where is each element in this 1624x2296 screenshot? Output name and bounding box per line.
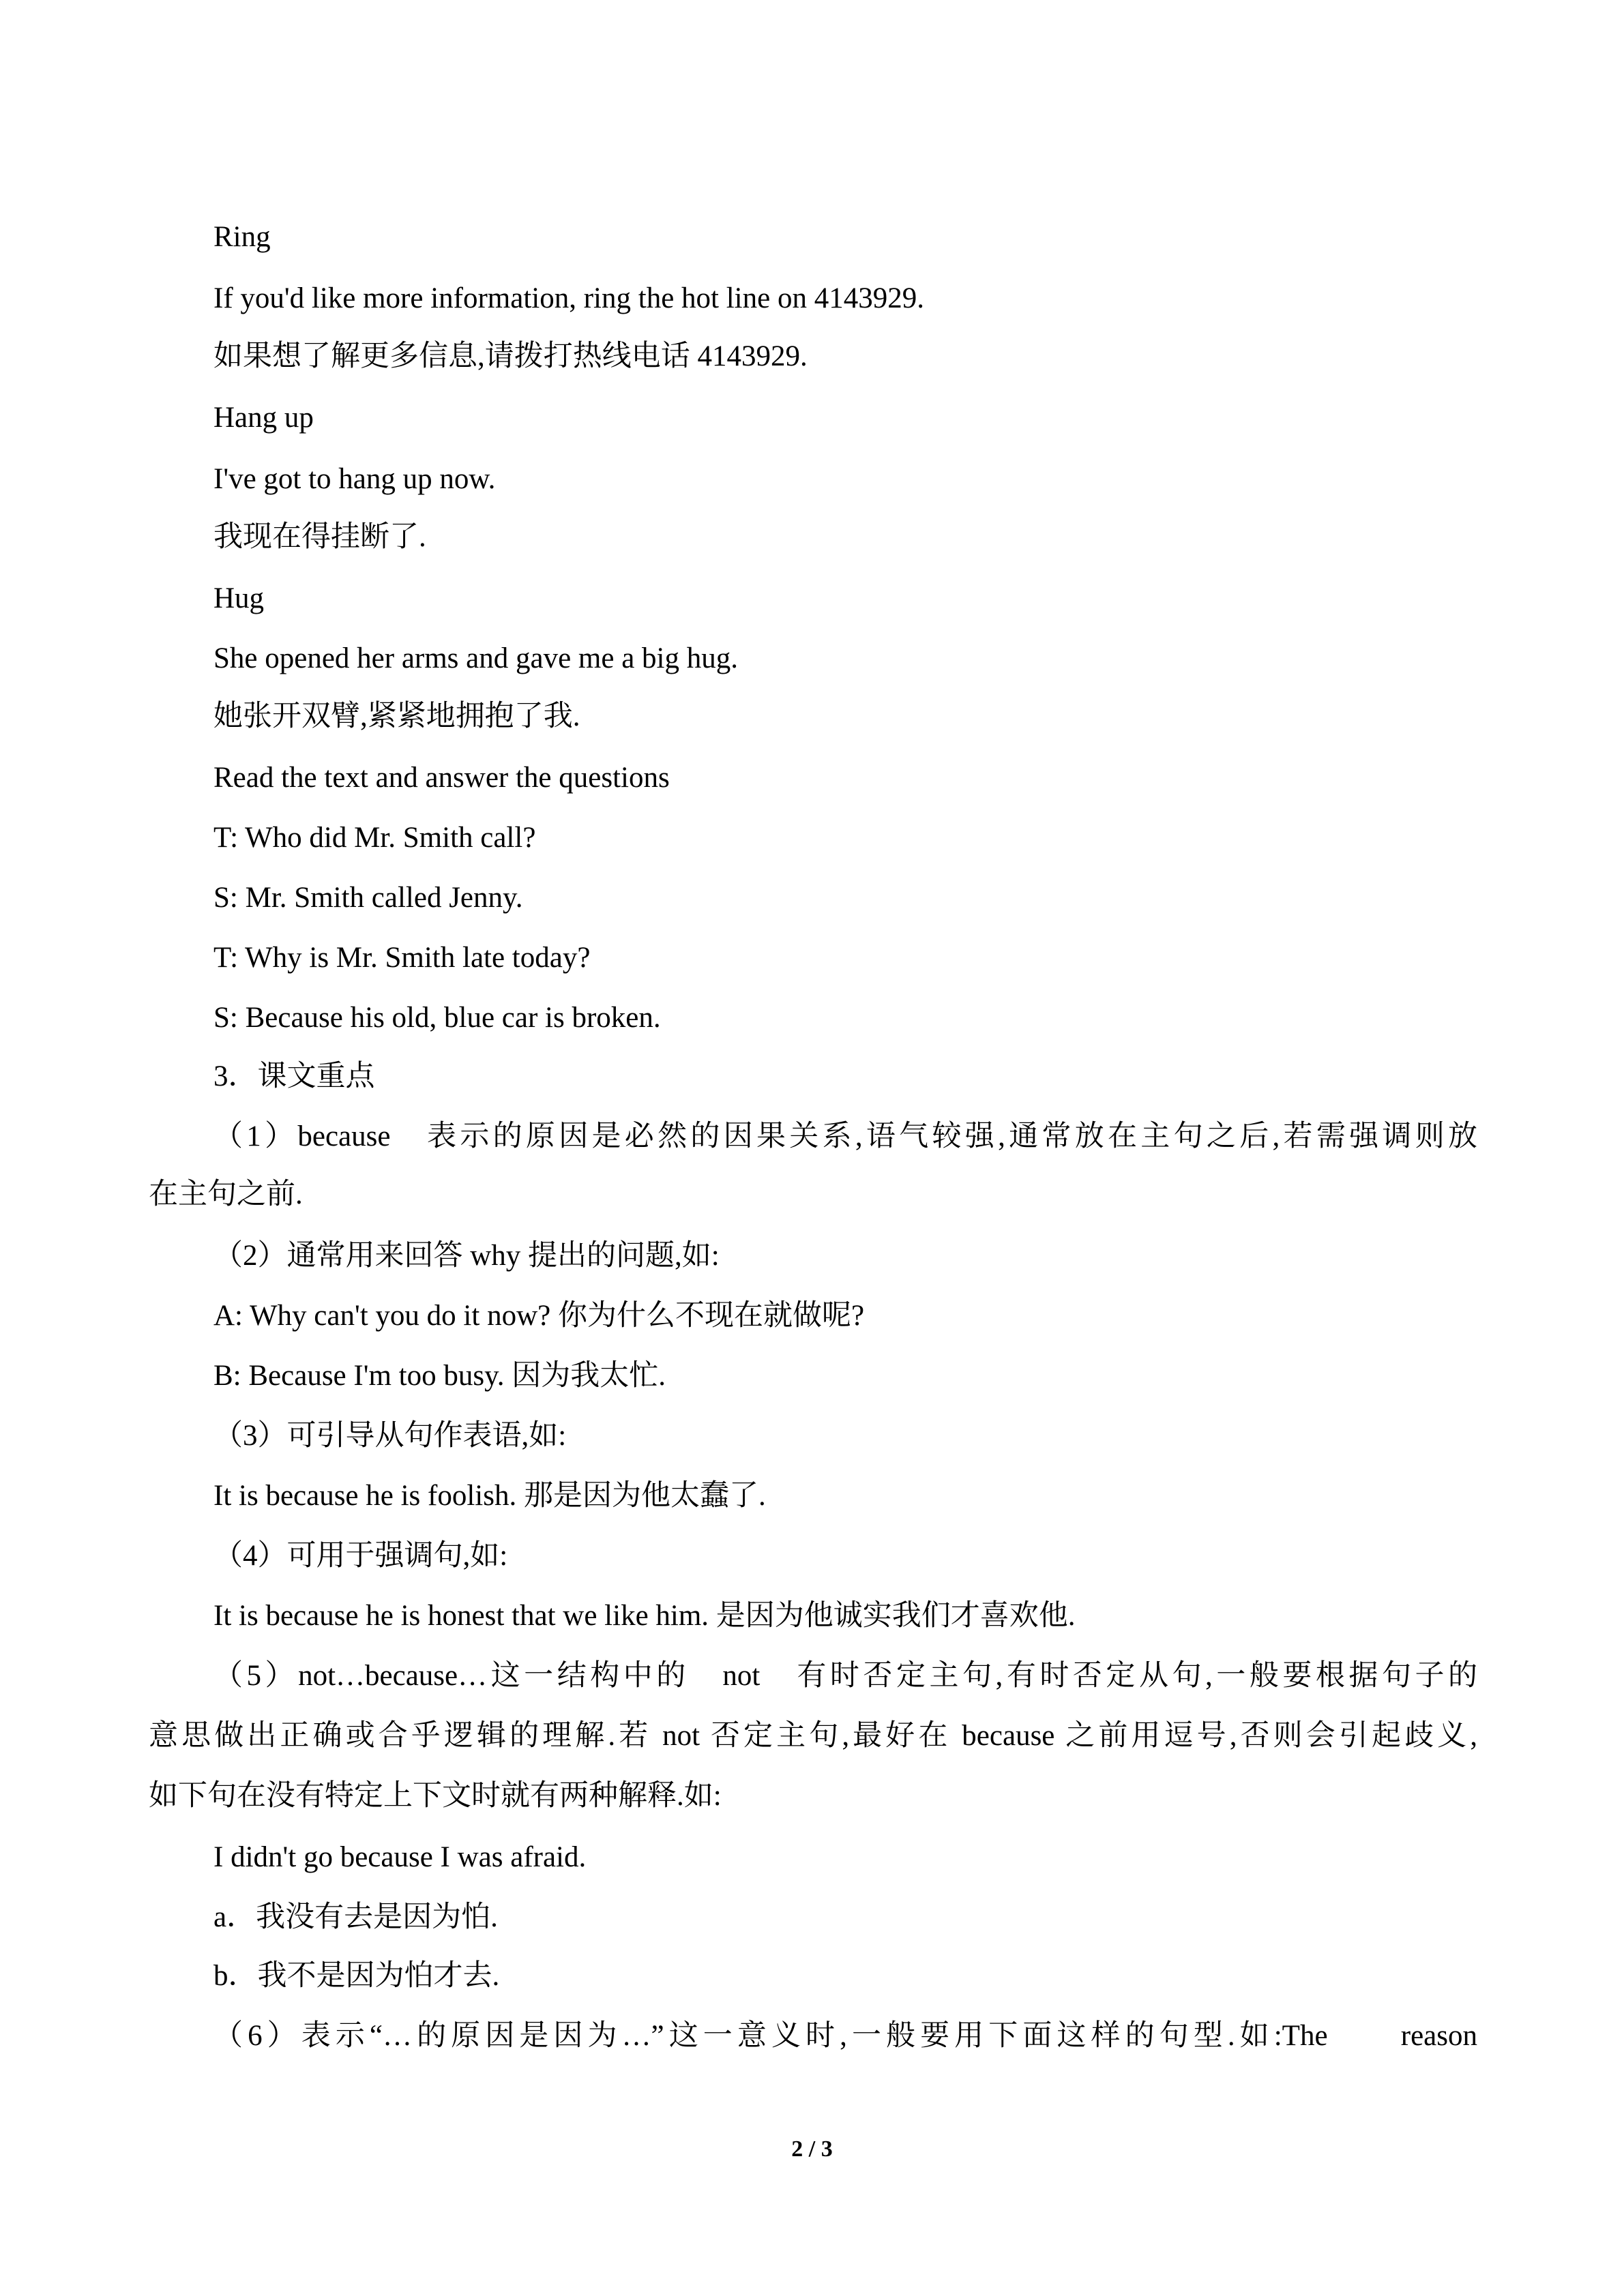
example-sentence-zh: 如果想了解更多信息,请拨打热线电话 4143929. <box>213 340 808 372</box>
example-sentence-en: I've got to hang up now. <box>213 463 496 495</box>
paragraph-line: 如下句在没有特定上下文时就有两种解释.如: <box>149 1780 722 1812</box>
dialogue-line: T: Why is Mr. Smith late today? <box>213 942 591 974</box>
section-heading: 3．课文重点 <box>213 1060 375 1092</box>
example-sentence-zh: 我现在得挂断了. <box>213 521 426 553</box>
section-heading: Read the text and answer the questions <box>213 762 670 794</box>
paragraph-line: （1）because 表示的原因是必然的因果关系,语气较强,通常放在主句之后,若需强调则放 <box>213 1120 1477 1152</box>
example-sentence-en: If you'd like more information, ring the hot line on 4143929. <box>213 282 924 314</box>
paragraph-line: 在主句之前. <box>149 1178 303 1210</box>
page-number: 2 / 3 <box>791 2136 833 2162</box>
vocab-word-hug: Hug <box>213 582 265 614</box>
list-item: a．我没有去是因为怕. <box>213 1901 498 1933</box>
paragraph-line: （5）not…because…这一结构中的 not 有时否定主句,有时否定从句,一般要根据句子的 <box>213 1660 1477 1692</box>
example-sentence-en: She opened her arms and gave me a big hug. <box>213 642 738 674</box>
paragraph-line: （4）可用于强调句,如: <box>213 1540 508 1572</box>
example-sentence-zh: 她张开双臂,紧紧地拥抱了我. <box>213 700 580 732</box>
vocab-word-ring: Ring <box>213 221 271 253</box>
dialogue-line: T: Who did Mr. Smith call? <box>213 822 536 854</box>
example-sentence: B: Because I'm too busy. 因为我太忙. <box>213 1360 666 1392</box>
example-sentence: I didn't go because I was afraid. <box>213 1841 587 1873</box>
paragraph-line: 意思做出正确或合乎逻辑的理解.若 not 否定主句,最好在 because 之前用逗号,否则会引起歧义, <box>149 1720 1477 1752</box>
example-sentence: It is because he is foolish. 那是因为他太蠢了. <box>213 1480 766 1512</box>
dialogue-line: S: Because his old, blue car is broken. <box>213 1002 661 1034</box>
paragraph-line: （2）通常用来回答 why 提出的问题,如: <box>213 1240 720 1272</box>
list-item: b．我不是因为怕才去. <box>213 1960 500 1992</box>
dialogue-line: S: Mr. Smith called Jenny. <box>213 882 523 914</box>
paragraph-line: （3）可引导从句作表语,如: <box>213 1420 567 1452</box>
vocab-word-hang-up: Hang up <box>213 402 314 434</box>
example-sentence: It is because he is honest that we like him. 是因为他诚实我们才喜欢他. <box>213 1600 1076 1632</box>
example-sentence: A: Why can't you do it now? 你为什么不现在就做呢? <box>213 1300 865 1332</box>
paragraph-line: （6）表示“…的原因是因为…”这一意义时,一般要用下面这样的句型.如:The reason <box>213 2020 1477 2052</box>
